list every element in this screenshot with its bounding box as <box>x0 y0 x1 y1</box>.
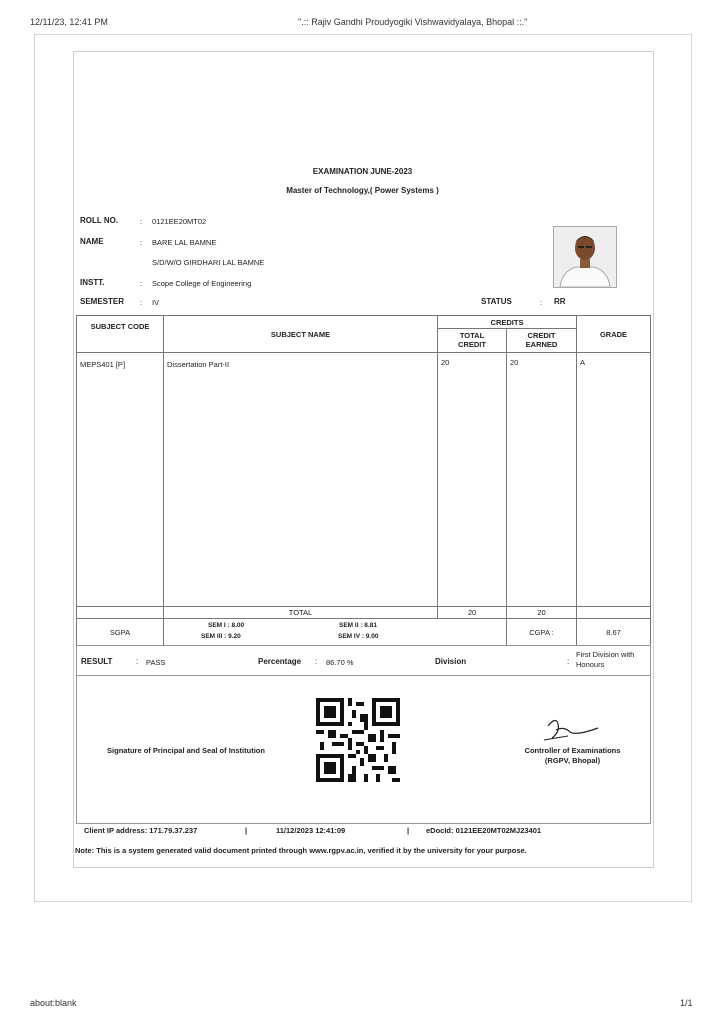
exam-title: EXAMINATION JUNE-2023 <box>312 167 413 176</box>
percentage-value: 86.70 % <box>326 658 354 667</box>
header-credits-cell <box>437 315 577 329</box>
total-earned: 20 <box>537 608 546 617</box>
name-value: BARE LAL BAMNE <box>152 238 217 247</box>
percentage-label: Percentage <box>258 657 302 666</box>
subject-total-credit: 20 <box>441 358 450 367</box>
table-row-grade-cell <box>576 352 651 607</box>
status-colon: : <box>540 298 543 307</box>
header-subject-name-cell <box>163 315 438 353</box>
controller-signature-icon <box>538 714 602 744</box>
roll-label: ROLL NO. <box>80 216 119 225</box>
name-colon: : <box>140 238 143 247</box>
sgpa-sem1: SEM I : 8.00 <box>208 622 245 629</box>
controller-subtitle: (RGPV, Bhopal) <box>544 756 601 765</box>
header-total-credit: TOTAL CREDIT <box>458 331 486 349</box>
sgpa-sem2: SEM II : 8.81 <box>339 622 377 629</box>
division-colon: : <box>567 657 570 666</box>
header-credits: CREDITS <box>490 318 524 327</box>
table-row-code-cell <box>76 352 164 607</box>
header-subject-code: SUBJECT CODE <box>90 322 150 331</box>
table-row-name-cell <box>163 352 438 607</box>
semester-value: IV <box>152 298 160 307</box>
controller-title: Controller of Examinations <box>524 746 621 755</box>
semester-colon: : <box>140 298 143 307</box>
parent-name: S/D/W/O GIRDHARI LAL BAMNE <box>152 258 265 267</box>
print-page-count: 1/1 <box>680 998 693 1008</box>
separator-1: | <box>245 826 248 835</box>
qr-code-icon <box>316 698 400 782</box>
system-note: Note: This is a system generated valid document printed through www.rgpv.ac.in, verified it by the university for your purpose. <box>75 846 527 855</box>
sgpa-sem3: SEM III : 9.20 <box>201 633 241 640</box>
client-ip: Client IP address: 171.79.37.237 <box>84 826 198 835</box>
separator-2: | <box>407 826 410 835</box>
subject-grade: A <box>580 358 586 367</box>
division-label: Division <box>435 657 467 666</box>
division-value: First Division with Honours <box>576 650 635 669</box>
subject-code: MEPS401 [P] <box>80 360 126 369</box>
result-colon: : <box>136 657 139 666</box>
header-subject-code-cell <box>76 315 164 353</box>
header-grade: GRADE <box>599 330 628 339</box>
edoc-id: eDocId: 0121EE20MT02MJ23401 <box>426 826 542 835</box>
result-row <box>76 645 651 676</box>
program-title: Master of Technology,( Power Systems ) <box>286 186 439 195</box>
instt-value: Scope College of Engineering <box>152 279 252 288</box>
roll-colon: : <box>140 217 143 226</box>
semester-label: SEMESTER <box>80 297 125 306</box>
instt-colon: : <box>140 279 143 288</box>
subject-credit-earned: 20 <box>510 358 519 367</box>
header-subject-name: SUBJECT NAME <box>270 330 331 339</box>
subject-name: Dissertation Part-II <box>167 360 230 369</box>
print-timestamp: 11/12/2023 12:41:09 <box>276 826 346 835</box>
header-total-credit-cell <box>437 328 507 353</box>
student-photo <box>553 226 617 288</box>
result-value: PASS <box>146 658 166 667</box>
header-credit-earned: CREDIT EARNED <box>525 331 558 349</box>
cgpa-label-cell <box>506 618 577 646</box>
roll-value: 0121EE20MT02 <box>152 217 207 226</box>
sgpa-label: SGPA <box>109 628 131 637</box>
table-row-earned-cell <box>506 352 577 607</box>
status-label: STATUS <box>481 297 512 306</box>
percentage-colon: : <box>315 657 318 666</box>
total-credit: 20 <box>467 608 477 617</box>
cgpa-value: 8.67 <box>606 628 621 637</box>
sgpa-sem4: SEM IV : 9.00 <box>338 633 379 640</box>
principal-signature-label: Signature of Principal and Seal of Institution <box>107 746 265 755</box>
name-label: NAME <box>80 237 104 246</box>
sgpa-values-cell <box>163 618 507 646</box>
print-url: about:blank <box>30 998 77 1008</box>
header-credit-earned-cell <box>506 328 577 353</box>
result-label: RESULT <box>81 657 113 666</box>
instt-label: INSTT. <box>80 278 105 287</box>
sgpa-label-cell <box>76 618 164 646</box>
total-label: TOTAL <box>288 608 313 617</box>
cgpa-value-cell <box>576 618 651 646</box>
header-grade-cell <box>576 315 651 353</box>
print-page-title: ".:: Rajiv Gandhi Proudyogiki Vishwavidyalaya, Bhopal ::." <box>298 17 528 27</box>
table-row-total-cell <box>437 352 507 607</box>
print-datetime: 12/11/23, 12:41 PM <box>30 17 108 27</box>
status-value: RR <box>554 297 566 306</box>
person-photo-icon <box>554 227 616 287</box>
cgpa-label: CGPA : <box>529 628 554 637</box>
